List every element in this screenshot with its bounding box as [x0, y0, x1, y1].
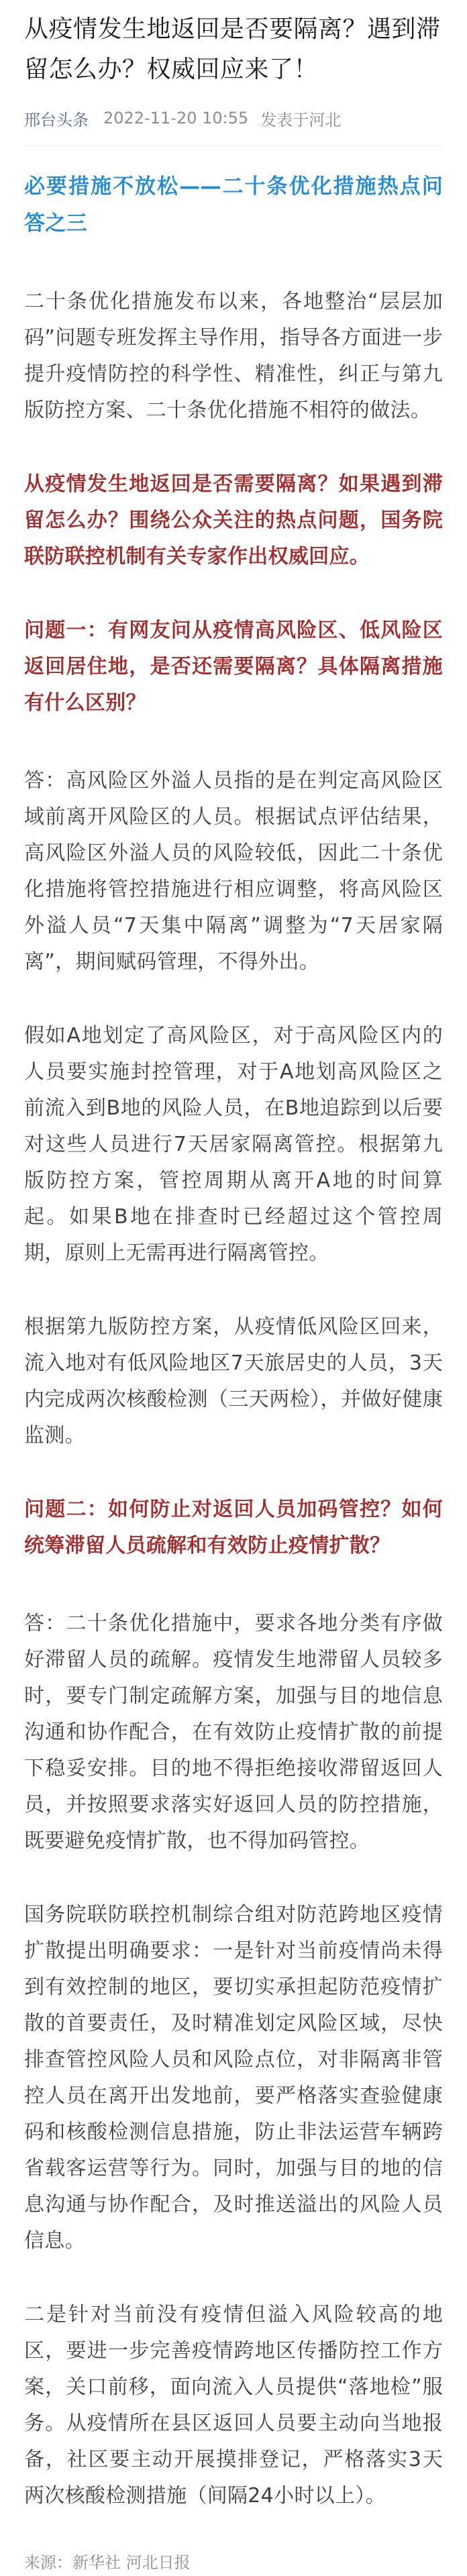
- question-1: 问题一：有网友问从疫情高风险区、低风险区返回居住地，是否还需要隔离？具体隔离措施有什么区别？: [24, 619, 443, 715]
- publish-time: 2022-11-20 10:55: [103, 109, 249, 127]
- answer-1-paragraph-2: 假如A地划定了高风险区，对于高风险区内的人员要实施封控管理，对于A地划高风险区之前流入到B地的风险人员，在B地追踪到以后要对这些人员进行7天居家隔离管控。根据第九版防控方案，管控周期从离开A地的时间算起。如果B地在排查时已经超过这个管控周期，原则上无需再进行隔离管控。: [24, 1024, 443, 1265]
- section-heading: 必要措施不放松——二十条优化措施热点问答之三: [24, 174, 443, 236]
- lead-paragraph: 从疫情发生地返回是否需要隔离？如果遇到滞留怎么办？围绕公众关注的热点问题，国务院联防联控机制有关专家作出权威回应。: [24, 472, 443, 568]
- intro-paragraph: 二十条优化措施发布以来，各地整治“层层加码”问题专班发挥主导作用，指导各方面进一步提升疫情防控的科学性、精准性，纠正与第九版防控方案、二十条优化措施不相符的做法。: [24, 290, 443, 422]
- header-divider: [24, 145, 443, 146]
- answer-2-paragraph-3: 二是针对当前没有疫情但溢入风险较高的地区，要进一步完善疫情跨地区传播防控工作方案，关口前移，面向流入人员提供“落地检”服务。从疫情所在县区返回人员要主动向当地报备，社区要主动开展摸排登记，严格落实3天两次核酸检测措施（间隔24小时以上）。: [24, 2303, 443, 2508]
- publish-location: 发表于河北: [260, 110, 342, 130]
- answer-2-paragraph-2: 国务院联防联控机制综合组对防范跨地区疫情扩散提出明确要求：一是针对当前疫情尚未得到有效控制的地区，要切实承担起防范疫情扩散的首要责任，及时精准划定风险区域，尽快排查管控风险人员和风险点位，对非隔离非管控人员在离开出发地前，要严格落实查验健康码和核酸检测信息措施，防止非法运营车辆跨省载客运营等行为。同时，加强与目的地的信息沟通与协作配合，及时推送溢出的风险人员信息。: [24, 1903, 443, 2253]
- article-footer-source: 来源：新华社 河北日报: [24, 2553, 191, 2572]
- article-meta: [24, 105, 443, 132]
- question-2: 问题二：如何防止对返回人员加码管控？如何统筹滞留人员疏解和有效防止疫情扩散？: [24, 1498, 443, 1557]
- answer-1-paragraph-1: 答：高风险区外溢人员指的是在判定高风险区域前离开风险区的人员。根据试点评估结果，高风险区外溢人员的风险较低，因此二十条优化措施将管控措施进行相应调整，将高风险区外溢人员“7天集中隔离”调整为“7天居家隔离”，期间赋码管理，不得外出。: [24, 769, 443, 974]
- account-name-link[interactable]: 邢台头条: [24, 110, 89, 130]
- answer-2-paragraph-1: 答：二十条优化措施中，要求各地分类有序做好滞留人员的疏解。疫情发生地滞留人员较多时，要专门制定疏解方案，加强与目的地信息沟通和协作配合，在有效防止疫情扩散的前提下稳妥安排。目的地不得拒绝接收滞留返回人员，并按照要求落实好返回人员的防控措施，既要避免疫情扩散，也不得加码管控。: [24, 1612, 443, 1853]
- answer-1-paragraph-3: 根据第九版防控方案，从疫情低风险区回来，流入地对有低风险地区7天旅居史的人员，3天内完成两次核酸检测（三天两检），并做好健康监测。: [24, 1315, 443, 1447]
- article-title: 从疫情发生地返回是否要隔离？遇到滞留怎么办？权威回应来了！: [24, 15, 441, 83]
